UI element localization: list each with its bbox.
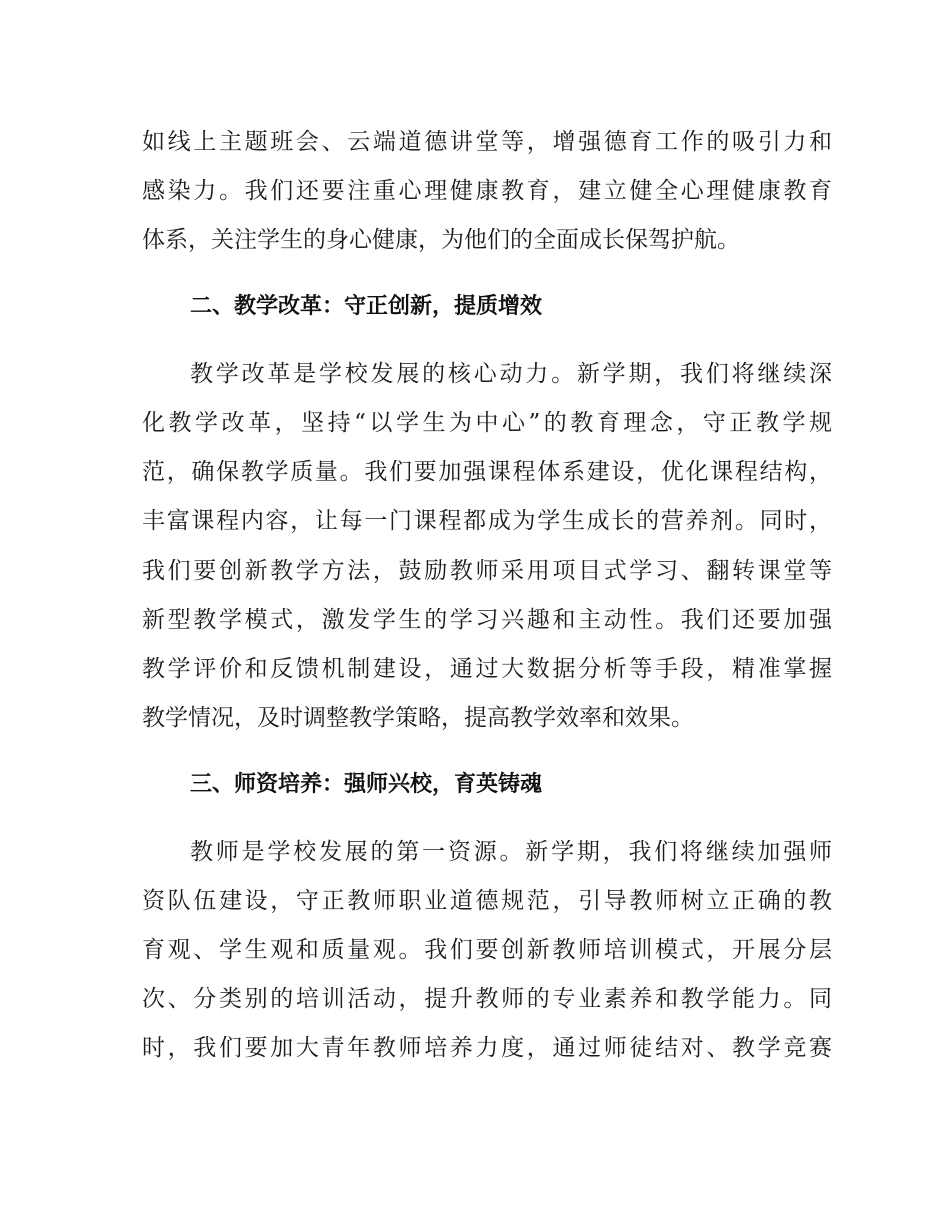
paragraph-line: 资队伍建设，守正教师职业道德规范，引导教师树立正确的教 [142,888,832,914]
paragraph-line: 育观、学生观和质量观。我们要创新教师培训模式，开展分层 [142,937,832,963]
paragraph-line: 如线上主题班会、云端道德讲堂等，增强德育工作的吸引力和 [142,129,832,155]
section-heading-teacher-training: 三、师资培养：强师兴校，育英铸魂 [190,772,543,797]
paragraph-line: 新型教学模式，激发学生的学习兴趣和主动性。我们还要加强 [142,607,832,633]
paragraph-line: 教学改革是学校发展的核心动力。新学期，我们将继续深 [190,361,832,387]
paragraph-line: 教学评价和反馈机制建设，通过大数据分析等手段，精准掌握 [142,656,832,682]
paragraph-line: 化教学改革，坚持“以学生为中心”的教育理念，守正教学规 [142,410,832,436]
paragraph-line: 教师是学校发展的第一资源。新学期，我们将继续加强师 [190,839,832,865]
paragraph-line: 时，我们要加大青年教师培养力度，通过师徒结对、教学竞赛 [142,1035,832,1061]
paragraph-line: 体系，关注学生的身心健康，为他们的全面成长保驾护航。 [142,227,740,253]
section-heading-teaching-reform: 二、教学改革：守正创新，提质增效 [190,294,543,319]
paragraph-line: 教学情况，及时调整教学策略，提高教学效率和效果。 [142,705,694,731]
paragraph-line: 感染力。我们还要注重心理健康教育，建立健全心理健康教育 [142,178,832,204]
paragraph-line: 次、分类别的培训活动，提升教师的专业素养和教学能力。同 [142,986,832,1012]
paragraph-line: 范，确保教学质量。我们要加强课程体系建设，优化课程结构， [142,459,832,485]
paragraph-line: 我们要创新教学方法，鼓励教师采用项目式学习、翻转课堂等 [142,558,832,584]
paragraph-line: 丰富课程内容，让每一门课程都成为学生成长的营养剂。同时， [142,508,832,534]
